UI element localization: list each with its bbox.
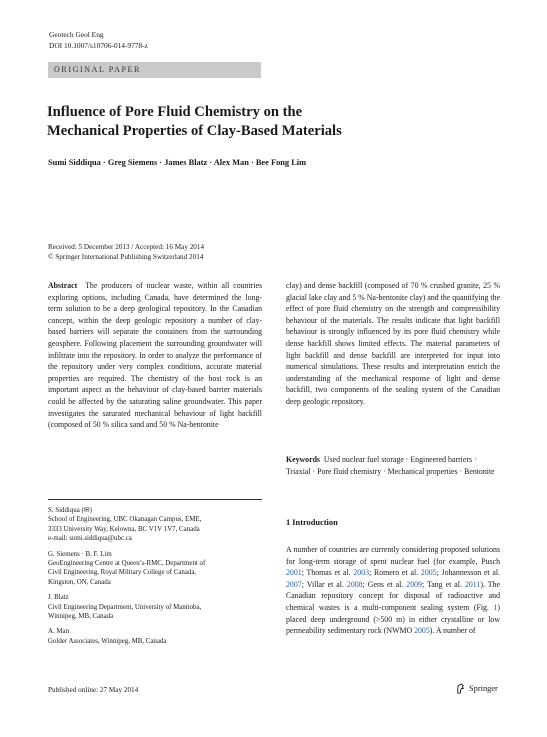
author-list: Sumi Siddiqua · Greg Siemens · James Blatz · Alex Man · Bee Fong Lim — [48, 158, 307, 167]
citation-link[interactable]: 2009 — [406, 579, 422, 589]
publisher-logo[interactable] — [455, 683, 498, 694]
affiliation-line: e-mail: sumi.siddiqua@ubc.ca — [48, 535, 132, 543]
intro-text-run: ; Romero et al. — [369, 568, 421, 578]
citation-link[interactable]: 2011 — [464, 579, 481, 589]
intro-text-run: ; Villar et al. — [301, 579, 347, 589]
abstract-label: Abstract — [48, 281, 78, 290]
affiliation-divider — [48, 499, 262, 500]
affiliation-line: Golder Associates, Winnipeg, MB, Canada — [48, 637, 167, 645]
citation-link[interactable]: 2003 — [353, 568, 370, 578]
intro-text-run: ; Tang et al. — [421, 579, 465, 589]
publication-dates — [48, 242, 308, 262]
affiliation-block — [48, 550, 268, 588]
affiliation-block — [48, 506, 268, 544]
affiliation-author: J. Blatz — [48, 594, 69, 602]
keywords-text: Used nuclear fuel storage · Engineered barriers · Triaxial · Pore fluid chemistry · Mechanical properties · Bentonite — [286, 455, 495, 476]
article-type-label: ORIGINAL PAPER — [54, 65, 141, 74]
citation-link[interactable]: 1 — [493, 602, 498, 612]
affiliation-line: 3333 University Way, Kelowna, BC V1V 1V7, Canada — [48, 525, 200, 533]
journal-name: Geotech Geol Eng — [49, 30, 104, 39]
introduction-text — [286, 544, 500, 637]
intro-text-run: ; Johannesson et al. — [436, 568, 501, 578]
published-online: Published online: 27 May 2014 — [48, 686, 139, 694]
abstract-column-right — [286, 280, 500, 408]
citation-link[interactable]: 2008 — [346, 579, 363, 589]
copyright: © Springer International Publishing Switzerland 2014 — [48, 253, 204, 261]
affiliation-line: Kingston, ON, Canada — [48, 578, 111, 586]
affiliation-block — [48, 627, 268, 646]
springer-horse-icon — [455, 683, 466, 694]
journal-header — [49, 29, 148, 51]
keywords — [286, 454, 500, 477]
intro-text-run: ). A number of — [429, 626, 476, 636]
affiliation-line: Civil Engineering Department, University of Manitoba, — [48, 603, 202, 611]
affiliation-author: G. Siemens · B. F. Lim — [48, 550, 112, 558]
affiliation-line: Civil Engineering, Royal Military College of Canada, — [48, 569, 197, 577]
affiliation-block — [48, 593, 268, 621]
keywords-label: Keywords — [286, 455, 320, 464]
affiliation-line: School of Engineering, UBC Okanagan Campus, EME, — [48, 516, 202, 524]
affiliation-line: Winnipeg, MB, Canada — [48, 613, 114, 621]
intro-text-run: A number of countries are currently considering proposed solutions for long-term storage of spent nuclear fuel (for example, Pusch — [286, 545, 500, 566]
citation-link[interactable]: 2007 — [286, 579, 302, 589]
received-accepted: Received: 5 December 2013 / Accepted: 16 May 2014 — [48, 243, 205, 251]
paper-title: Influence of Pore Fluid Chemistry on the Mechanical Properties of Clay-Based Materials — [47, 104, 342, 139]
citation-link[interactable]: 2005 — [420, 568, 437, 578]
affiliations — [48, 506, 268, 652]
section-heading: 1 Introduction — [286, 518, 338, 527]
citation-link[interactable]: 2001 — [286, 568, 302, 578]
citation-link[interactable]: 2005 — [414, 626, 430, 636]
intro-text-run: ) placed deep underground (>500 m) in either crystalline or low permeability sedimentary rock (NWMO — [286, 602, 500, 636]
doi: DOI 10.1007/s10706-014-9778-z — [49, 41, 148, 50]
affiliation-line: GeoEngineering Centre at Queen’s-RMC, Department of — [48, 560, 206, 568]
article-type-banner — [48, 62, 261, 78]
abstract-text-left: The producers of nuclear waste, within all countries exploring options, including Canada, have determined the long-term solution to be a deep geological repository. In the Canadian concept, within the deep geologic repository a number of clay-based barriers will separate the containers from the surrounding geosphere. Following placement the surrounding groundwater will infiltrate into the repository. In order to analyze the performance of the repository under very complex conditions, accurate material properties are required. The chemistry of the host rock is an important aspect as the behaviour of clay-based barrier materials could be affected by the saturating saline groundwater. This paper investigates the saturated mechanical behaviour of light backfill (composed of 50 % silica sand and 50 % Na-bentonite — [48, 281, 263, 430]
affiliation-author: A. Man — [48, 628, 70, 636]
publisher-name: Springer — [469, 684, 498, 693]
intro-text-run: ; Gens et al. — [362, 579, 407, 589]
abstract-text-right: clay) and dense backfill (composed of 70 % crushed granite, 25 % glacial lake clay and 5 % Na-bentonite clay) and the quantifying the effect of pore fluid chemistry on the strength and compressibility behaviour of the materials. The results indicate that light backfill behaviour is strongly influenced by its pore fluid chemistry while dense backfill shows limited effects. The material parameters of light backfill and dense backfill are interpreted for input into numerical simulations. These results and interpretation enrich the understanding of the mechanical response of light and dense backfill, two components of the sealing system of the Canadian deep geologic repository. — [286, 281, 500, 406]
abstract-column-left — [48, 280, 262, 431]
affiliation-author: S. Siddiqua (✉) — [48, 507, 92, 514]
intro-text-run: ). The Canadian repository concept for disposal of radioactive and chemical wastes is a multi-component sealing system (Fig. — [286, 579, 500, 612]
intro-text-run: ; Thomas et al. — [301, 568, 354, 578]
